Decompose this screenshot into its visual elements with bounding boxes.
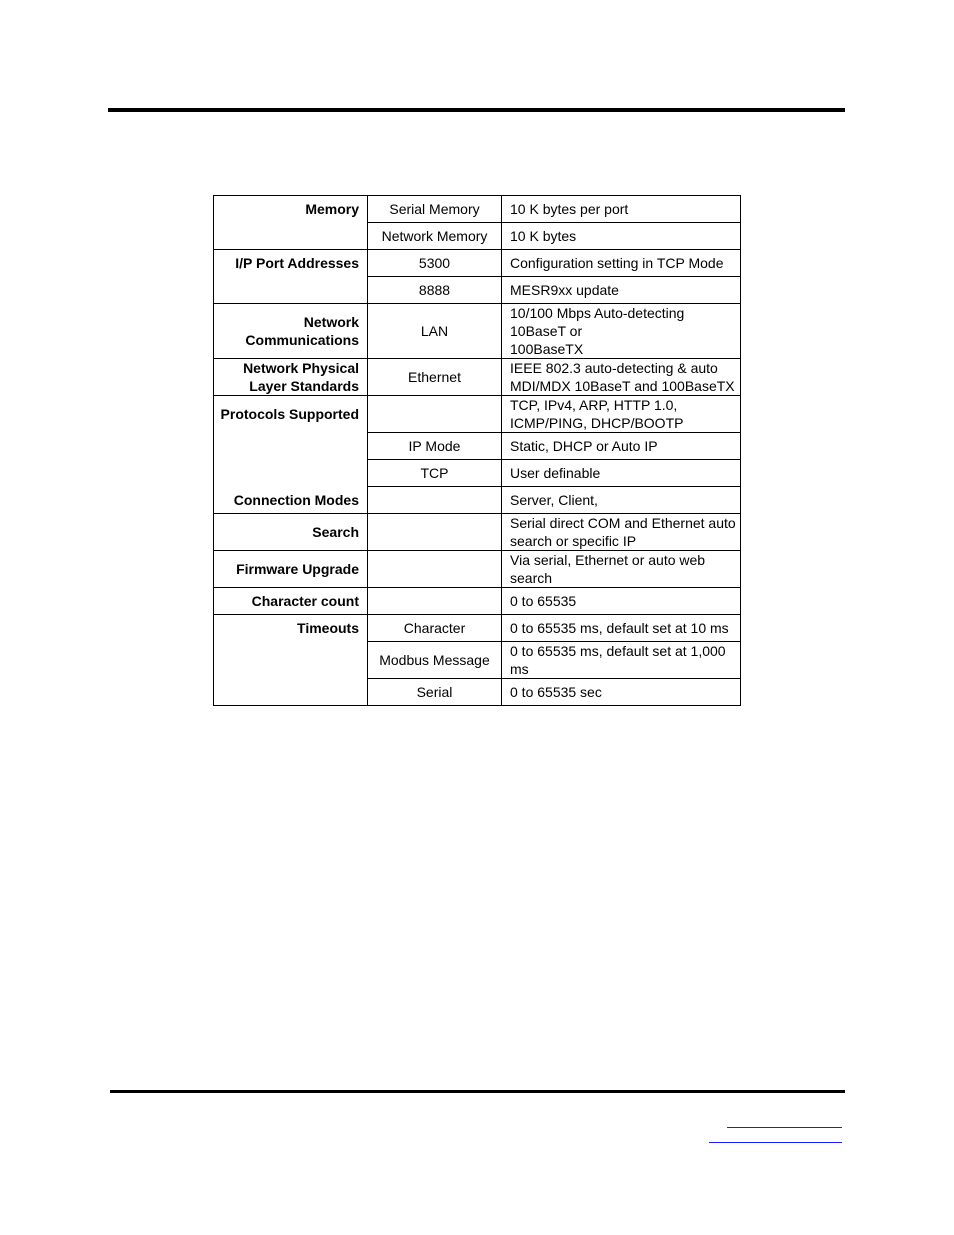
cell-mid: TCP	[368, 460, 502, 487]
cell-mid: LAN	[368, 304, 502, 359]
cell-mid: Serial Memory	[368, 196, 502, 223]
row-label-empty	[214, 460, 368, 487]
cell-value: Configuration setting in TCP Mode	[502, 250, 741, 277]
cell-value: IEEE 802.3 auto-detecting & auto MDI/MDX 10BaseT and 100BaseTX	[502, 359, 741, 396]
cell-mid: Network Memory	[368, 223, 502, 250]
cell-mid	[368, 396, 502, 433]
cell-value: Via serial, Ethernet or auto web search	[502, 551, 741, 588]
table-row	[214, 487, 741, 514]
row-label-connection-modes: Connection Modes	[214, 487, 368, 514]
row-label-empty	[214, 433, 368, 460]
table-row	[214, 615, 741, 642]
cell-mid: 8888	[368, 277, 502, 304]
table-row	[214, 196, 741, 223]
table-row	[214, 514, 741, 551]
table-row	[214, 250, 741, 277]
row-label-protocols: Protocols Supported	[214, 396, 368, 433]
row-label-ports: I/P Port Addresses	[214, 250, 368, 304]
footer-link[interactable]	[709, 1142, 842, 1143]
cell-mid: 5300	[368, 250, 502, 277]
cell-mid: Serial	[368, 679, 502, 706]
table-row	[214, 359, 741, 396]
cell-value: User definable	[502, 460, 741, 487]
bottom-rule	[110, 1090, 845, 1093]
cell-value: TCP, IPv4, ARP, HTTP 1.0, ICMP/PING, DHCP/BOOTP	[502, 396, 741, 433]
cell-value: 0 to 65535	[502, 588, 741, 615]
row-label-timeouts: Timeouts	[214, 615, 368, 706]
table-row	[214, 460, 741, 487]
cell-mid	[368, 588, 502, 615]
row-label-network-communications: Network Communications	[214, 304, 368, 359]
cell-mid	[368, 487, 502, 514]
cell-value: MESR9xx update	[502, 277, 741, 304]
cell-value: 10 K bytes	[502, 223, 741, 250]
cell-value: 10/100 Mbps Auto-detecting 10BaseT or 100BaseTX	[502, 304, 741, 359]
cell-value: Static, DHCP or Auto IP	[502, 433, 741, 460]
table-row	[214, 396, 741, 433]
row-label-search: Search	[214, 514, 368, 551]
row-label-firmware: Firmware Upgrade	[214, 551, 368, 588]
cell-mid: IP Mode	[368, 433, 502, 460]
cell-mid: Ethernet	[368, 359, 502, 396]
cell-value: 0 to 65535 ms, default set at 1,000 ms	[502, 642, 741, 679]
top-rule	[108, 108, 845, 112]
cell-value: Serial direct COM and Ethernet auto search or specific IP	[502, 514, 741, 551]
table-row	[214, 551, 741, 588]
table-row	[214, 433, 741, 460]
row-label-network-physical: Network Physical Layer Standards	[214, 359, 368, 396]
cell-value: 0 to 65535 sec	[502, 679, 741, 706]
footer-link[interactable]	[727, 1127, 842, 1128]
table-row	[214, 304, 741, 359]
cell-value: 10 K bytes per port	[502, 196, 741, 223]
cell-mid: Character	[368, 615, 502, 642]
specifications-table	[213, 195, 741, 706]
cell-mid: Modbus Message	[368, 642, 502, 679]
cell-mid	[368, 514, 502, 551]
row-label-character-count: Character count	[214, 588, 368, 615]
row-label-memory: Memory	[214, 196, 368, 250]
cell-value: 0 to 65535 ms, default set at 10 ms	[502, 615, 741, 642]
cell-mid	[368, 551, 502, 588]
table-row	[214, 588, 741, 615]
cell-value: Server, Client,	[502, 487, 741, 514]
